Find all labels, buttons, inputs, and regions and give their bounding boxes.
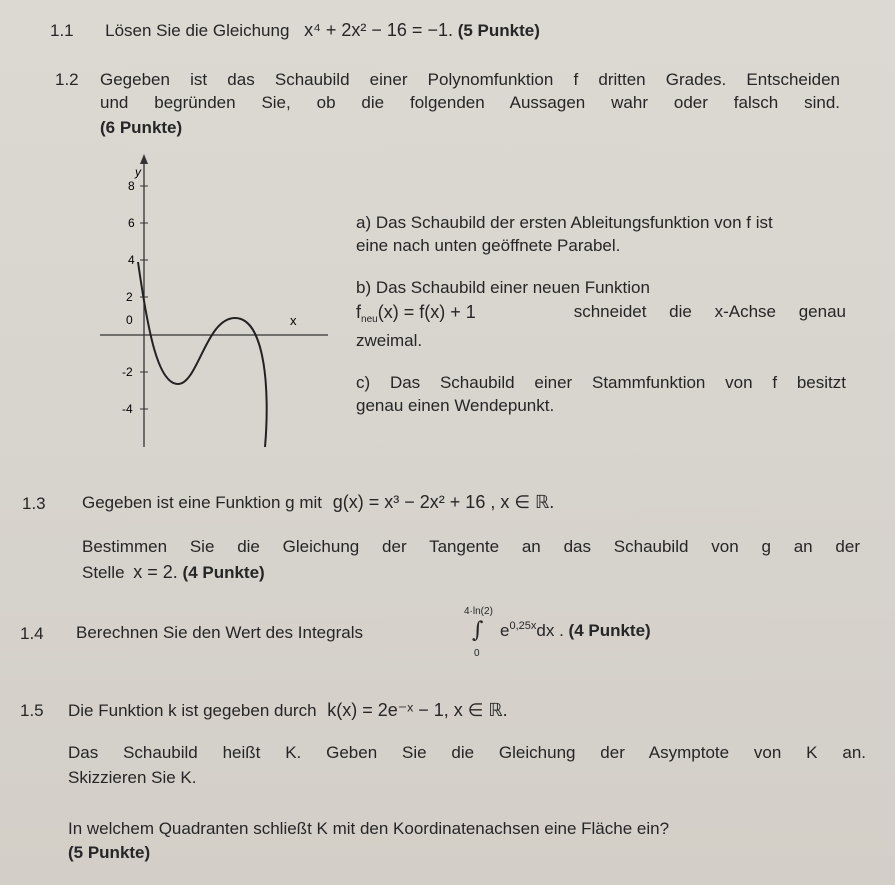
y-axis-arrow	[140, 154, 148, 164]
equation: g(x) = x³ − 2x² + 16 , x ∈ ℝ.	[332, 492, 555, 512]
task-1-5-line2: Das Schaubild heißt K. Geben Sie die Gleichung der Asymptote von K an.	[68, 743, 866, 762]
task-text: Die Funktion k ist gegeben durch	[68, 701, 317, 720]
task-number: 1.4	[20, 624, 44, 643]
equation: x = 2.	[133, 562, 178, 582]
statement-c-line2: genau einen Wendepunkt.	[356, 396, 555, 415]
task-text: Stelle	[82, 563, 125, 582]
polynomial-graph	[100, 152, 330, 452]
tick-label: 6	[128, 216, 135, 230]
tick-label: 2	[126, 290, 133, 304]
tick-label: 0	[126, 313, 133, 327]
equation	[356, 302, 476, 330]
task-number: 1.5	[20, 701, 44, 720]
statement-text: schneidet die x-Achse genau	[573, 302, 846, 321]
function-curve	[138, 262, 267, 447]
integral-upper-bound: 4·ln(2)	[464, 606, 493, 617]
points: (5 Punkte)	[457, 21, 540, 40]
tick-label: -4	[122, 402, 133, 416]
equation-rest: (x) = f(x) + 1	[377, 302, 476, 322]
task-1-5-line1	[68, 700, 508, 721]
integral-sign-icon: ∫	[472, 618, 484, 643]
task-text: Lösen Sie die Gleichung	[105, 21, 290, 40]
tick-label: -2	[122, 365, 133, 379]
task-1-1	[50, 20, 540, 41]
task-1-4-text: Berechnen Sie den Wert des Integrals	[76, 623, 363, 642]
task-1-3-line2: Bestimmen Sie die Gleichung der Tangente an das Schaubild von g an der	[82, 537, 860, 556]
equation: k(x) = 2e⁻ˣ − 1, x ∈ ℝ.	[327, 700, 508, 720]
statement-a-line1: a) Das Schaubild der ersten Ableitungsfunktion von f ist	[356, 213, 773, 232]
y-axis-label: y	[135, 165, 141, 179]
points: (4 Punkte)	[568, 621, 651, 640]
points: (4 Punkte)	[182, 563, 265, 582]
tick-label: 4	[128, 253, 135, 267]
statement-a-line2: eine nach unten geöffnete Parabel.	[356, 236, 621, 255]
task-number: 1.2	[55, 70, 79, 89]
task-number: 1.3	[22, 494, 46, 513]
differential: dx .	[536, 621, 564, 640]
task-1-2-line2: und begründen Sie, ob die folgenden Aussagen wahr oder falsch sind.	[100, 93, 840, 112]
integral-lower-bound: 0	[474, 648, 480, 659]
statement-b-line3: zweimal.	[356, 331, 423, 350]
task-1-2-line1: Gegeben ist das Schaubild einer Polynomfunktion f dritten Grades. Entscheiden	[100, 70, 840, 89]
statement-c-line1: c) Das Schaubild einer Stammfunktion von f besitzt	[356, 373, 846, 392]
task-1-5-line4: In welchem Quadranten schließt K mit den Koordinatenachsen eine Fläche ein?	[68, 819, 670, 838]
task-number: 1.1	[50, 21, 74, 40]
integrand-exponent: 0,25x	[509, 620, 537, 632]
function-name: f	[356, 302, 362, 322]
task-1-3-line3	[82, 562, 265, 583]
task-1-3-line1	[82, 492, 554, 513]
integrand	[500, 620, 651, 641]
integrand-base: e	[500, 621, 510, 640]
task-1-5-line3: Skizzieren Sie K.	[68, 768, 197, 787]
statement-b-line2	[356, 302, 846, 330]
tick-label: 8	[128, 179, 135, 193]
subscript: neu	[361, 314, 378, 325]
equation: x⁴ + 2x² − 16 = −1.	[304, 20, 453, 40]
x-axis-label: x	[290, 313, 297, 328]
integral	[452, 604, 702, 666]
statement-b-line1: b) Das Schaubild einer neuen Funktion	[356, 278, 650, 297]
points: (6 Punkte)	[100, 118, 183, 137]
points: (5 Punkte)	[68, 843, 151, 862]
task-text: Gegeben ist eine Funktion g mit	[82, 493, 323, 512]
